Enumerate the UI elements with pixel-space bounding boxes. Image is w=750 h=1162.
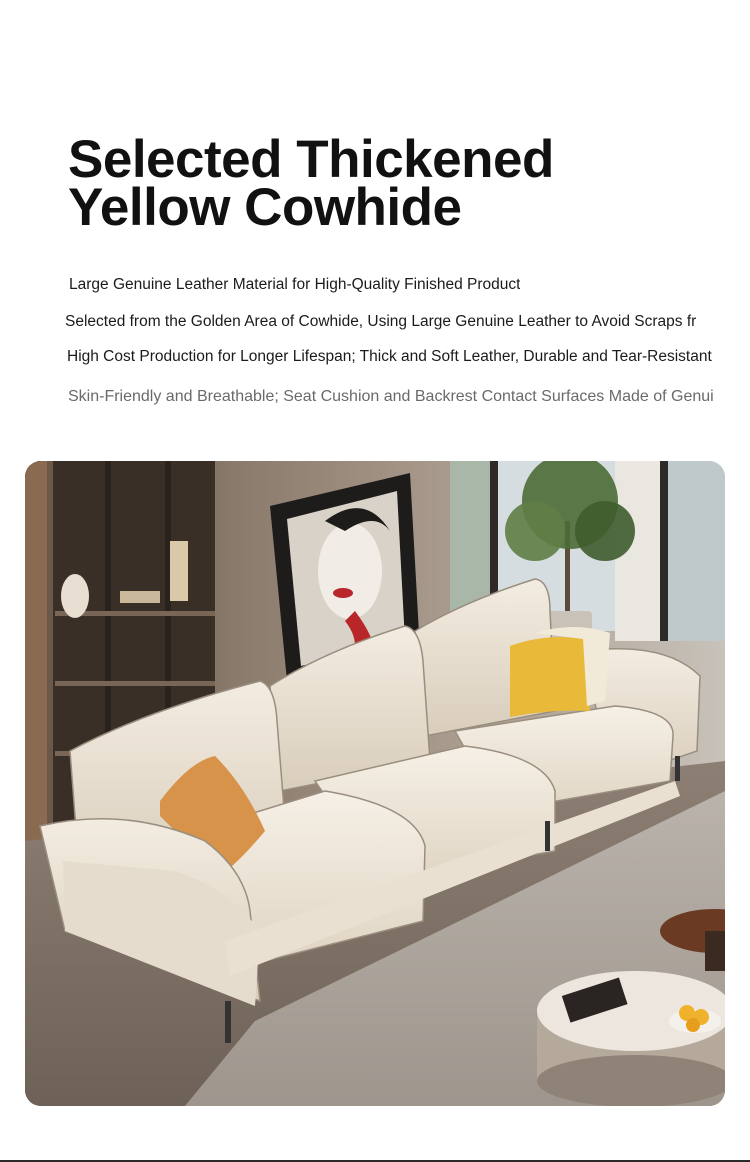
title-line-2: Yellow Cowhide xyxy=(68,178,462,237)
feature-line-1: Large Genuine Leather Material for High-Quality Finished Product xyxy=(69,276,521,293)
feature-line-3: High Cost Production for Longer Lifespan; Thick and Soft Leather, Durable and Tear-Resistant xyxy=(67,348,712,365)
feature-line-2: Selected from the Golden Area of Cowhide, Using Large Genuine Leather to Avoid Scraps fr xyxy=(65,313,697,330)
title-line-1: Selected Thickened xyxy=(68,130,554,189)
feature-line-4: Skin-Friendly and Breathable; Seat Cushion and Backrest Contact Surfaces Made of Genui xyxy=(68,388,714,405)
sofa-illustration xyxy=(25,461,725,1106)
sofa-photo xyxy=(25,461,725,1106)
product-title xyxy=(68,130,708,237)
